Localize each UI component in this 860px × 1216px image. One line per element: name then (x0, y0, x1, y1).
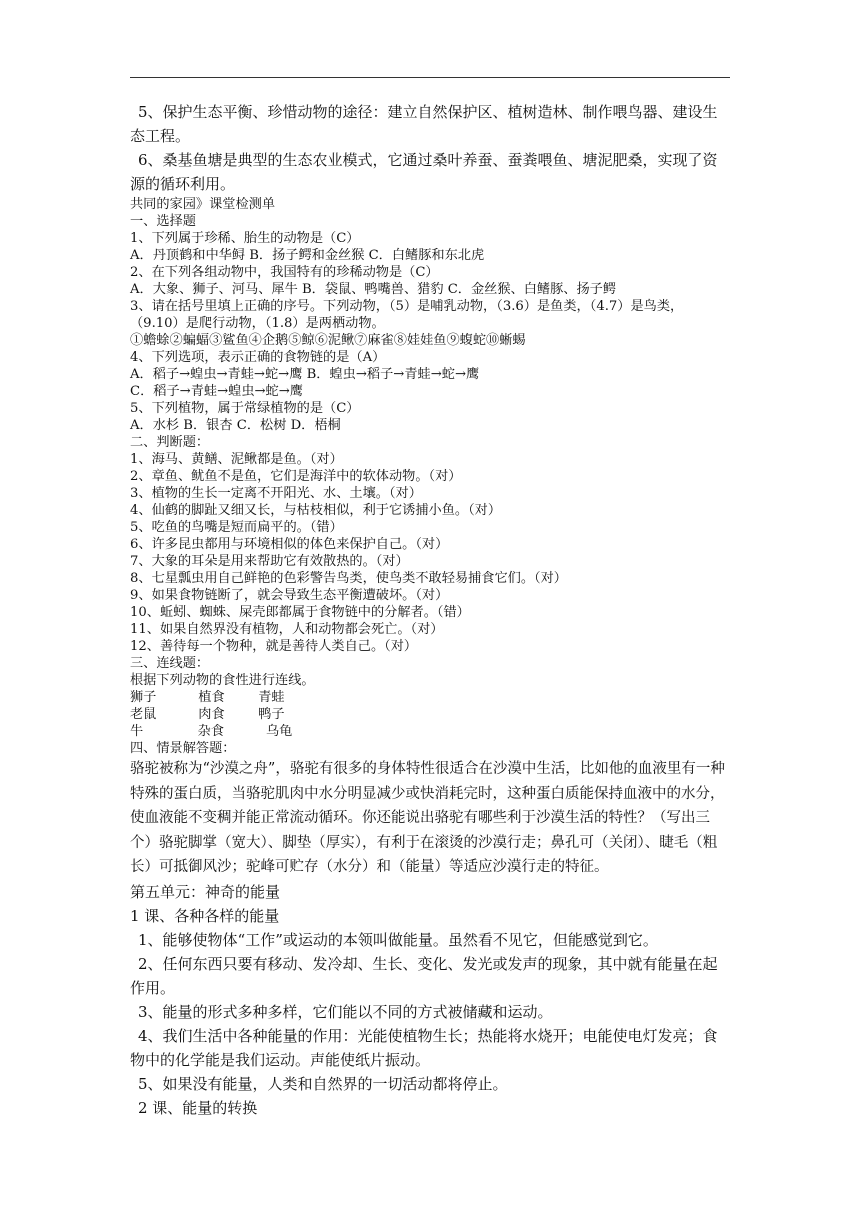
quiz-line: 根据下列动物的食性进行连线。 (130, 673, 315, 688)
quiz-line: 3、请在括号里填上正确的序号。下列动物，（5）是哺乳动物，（3.6）是鱼类，（4.7）是鸟类， (130, 299, 684, 314)
intro-item-6: 6、桑基鱼塘是典型的生态农业模式，它通过桑叶养蚕、蚕粪喂鱼、塘泥肥桑，实现了资源的循环利用。 (130, 151, 718, 193)
quiz-line: 二、判断题： (130, 435, 210, 450)
unit-title: 第五单元：神奇的能量 (130, 882, 281, 901)
header-rule (130, 77, 730, 78)
quiz-line: 四、情景解答题： (130, 741, 236, 756)
quiz-line: 12、善待每一个物种，就是善待人类自己。（对） (130, 639, 418, 654)
quiz-line: 6、许多昆虫都用与环境相似的体色来保护自己。（对） (130, 537, 449, 552)
quiz-line: 3、植物的生长一定离不开阳光、水、土壤。（对） (130, 486, 422, 501)
quiz-line: 10、蚯蚓、蜘蛛、屎壳郎都属于食物链中的分解者。（错） (130, 605, 470, 620)
lesson1-item: 2、任何东西只要有移动、发冷却、生长、变化、发光或发声的现象，其中就有能量在起作用。 (130, 954, 718, 997)
quiz-line: 7、大象的耳朵是用来帮助它有效散热的。（对） (130, 554, 409, 569)
quiz-line: A．水杉 B．银杏 C．松树 D．梧桐 (130, 418, 341, 433)
quiz-line: A．稻子→蝗虫→青蛙→蛇→鹰 B．蝗虫→稻子→青蛙→蛇→鹰 (130, 367, 480, 382)
quiz-line: 2、章鱼、鱿鱼不是鱼，它们是海洋中的软体动物。（对） (130, 469, 462, 484)
quiz-line: 5、下列植物，属于常绿植物的是（C） (130, 401, 360, 416)
matching-row: 牛 杂食 乌龟 (130, 724, 293, 739)
matching-row: 狮子 植食 青蛙 (130, 690, 285, 705)
quiz-line: 三、连线题： (130, 656, 210, 671)
lesson1-item: 4、我们生活中各种能量的作用：光能使植物生长；热能将水烧开；电能使电灯发亮；食物中的化学能是我们运动。声能使纸片振动。 (130, 1026, 718, 1069)
quiz-line: A．丹顶鹤和中华鲟 B．扬子鳄和金丝猴 C．白鳍豚和东北虎 (130, 248, 485, 263)
quiz-line: A．大象、狮子、河马、犀牛 B．袋鼠、鸭嘴兽、猎豹 C．金丝猴、白鳍豚、扬子鳄 (130, 282, 617, 297)
lesson1-item: 3、能量的形式多种多样，它们能以不同的方式被储藏和运动。 (138, 1002, 553, 1021)
lesson1-item: 1、能够使物体“工作”或运动的本领叫做能量。虽然看不见它，但能感觉到它。 (138, 930, 658, 949)
quiz-line: 4、仙鹤的脚趾又细又长，与枯枝相似，利于它诱捕小鱼。（对） (130, 503, 502, 518)
lesson2-title: 2 课、能量的转换 (138, 1098, 258, 1117)
quiz-line: ①蟾蜍②蝙蝠③鲨鱼④企鹅⑤鲸⑥泥鳅⑦麻雀⑧娃娃鱼⑨蝮蛇⑩蜥蜴 (130, 333, 526, 348)
quiz-line: 9、如果食物链断了，就会导致生态平衡遭破坏。（对） (130, 588, 449, 603)
lesson1-item: 5、如果没有能量，人类和自然界的一切活动都将停止。 (138, 1074, 508, 1093)
quiz-line: 2、在下列各组动物中，我国特有的珍稀动物是（C） (130, 265, 439, 280)
camel-answer: 骆驼被称为“沙漠之舟”，骆驼有很多的身体特性很适合在沙漠中生活，比如他的血液里有一种特殊的蛋白质，当骆驼肌肉中水分明显减少或快消耗完时，这种蛋白质能保持血液中的水分，使血液能不变稠并能正常流动循环。你还能说出骆驼有哪些利于沙漠生活的特性？（写出三个）骆驼脚掌（宽大）、脚垫（厚实），有利于在滚烫的沙漠行走；鼻孔可（关闭）、睫毛（粗长）可抵御风沙；驼峰可贮存（水分）和（能量）等适应沙漠行走的特征。 (130, 761, 725, 875)
quiz-line: C．稻子→青蛙→蝗虫→蛇→鹰 (130, 384, 303, 399)
document-body (130, 100, 730, 1120)
quiz-section (130, 196, 730, 757)
quiz-line: 11、如果自然界没有植物，人和动物都会死亡。（对） (130, 622, 444, 637)
quiz-line: 5、吃鱼的鸟嘴是短而扁平的。（错） (130, 520, 343, 535)
quiz-line: 1、海马、黄鳝、泥鳅都是鱼。（对） (130, 452, 343, 467)
quiz-title: 共同的家园》课堂检测单 (130, 197, 276, 212)
intro-item-5: 5、保护生态平衡、珍惜动物的途径：建立自然保护区、植树造林、制作喂鸟器、建设生态工程。 (130, 103, 718, 145)
quiz-line: 8、七星瓢虫用自己鲜艳的色彩警告鸟类，使鸟类不敢轻易捕食它们。（对） (130, 571, 567, 586)
quiz-line: 1、下列属于珍稀、胎生的动物是（C） (130, 231, 360, 246)
lesson1-title: 1 课、各种各样的能量 (130, 906, 280, 925)
matching-row: 老鼠 肉食 鸭子 (130, 707, 285, 722)
quiz-line: 一、选择题 (130, 214, 196, 229)
quiz-line: （9.10）是爬行动物，（1.8）是两栖动物。 (130, 316, 385, 331)
quiz-line: 4、下列选项，表示正确的食物链的是（A） (130, 350, 386, 365)
